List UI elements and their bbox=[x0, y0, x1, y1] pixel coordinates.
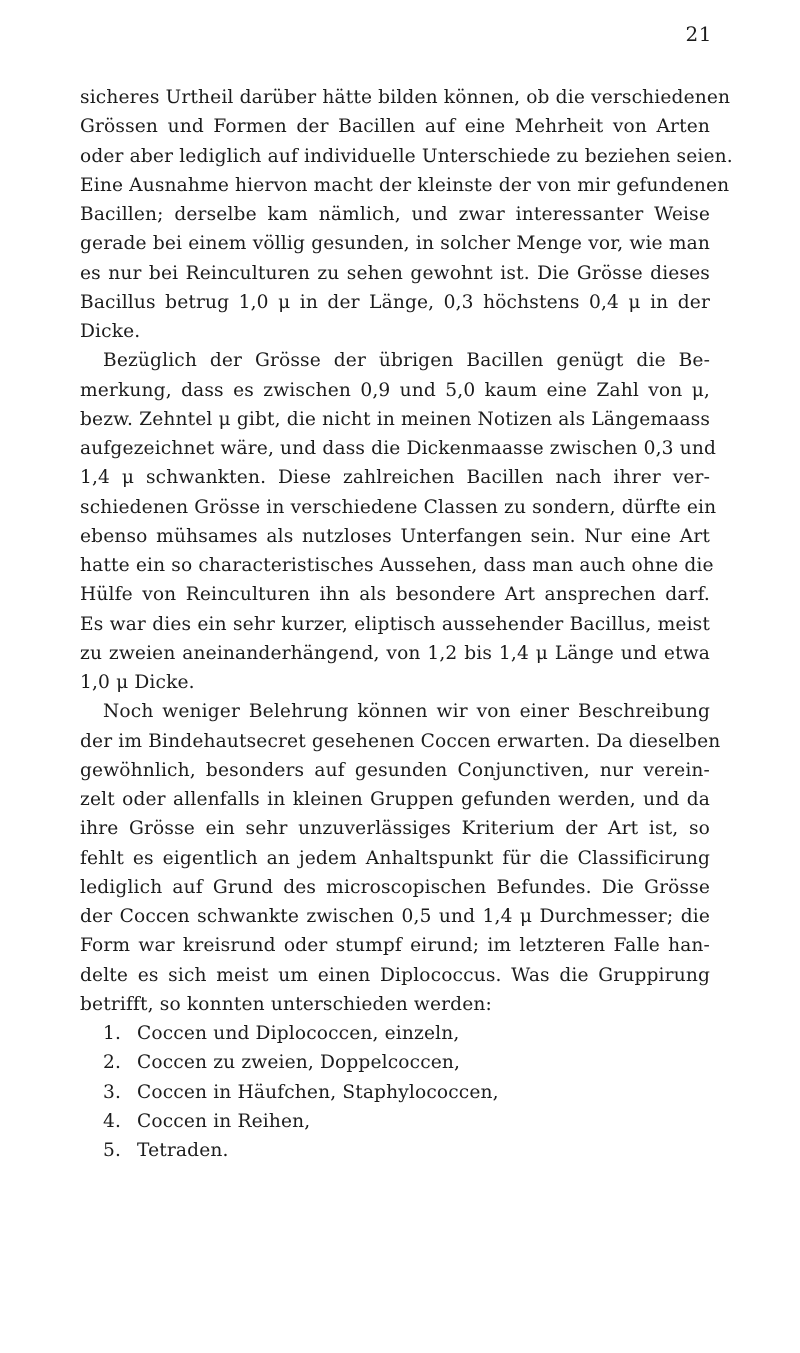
numbered-list bbox=[80, 1019, 710, 1165]
list-item-number: 5. bbox=[103, 1140, 122, 1161]
paragraph bbox=[80, 83, 733, 346]
text-line: ebenso mühsames als nutzloses Unterfangen sein. Nur eine Art bbox=[80, 525, 710, 547]
text-line: gewöhnlich, besonders auf gesunden Conjunctiven, nur verein- bbox=[80, 759, 710, 781]
text-line: Noch weniger Belehrung können wir von einer Beschreibung bbox=[103, 701, 710, 723]
text-line: 1,4 μ schwankten. Diese zahlreichen Bacillen nach ihrer ver- bbox=[80, 467, 710, 489]
text-line: hatte ein so characteristisches Aussehen, dass man auch ohne die bbox=[80, 555, 714, 576]
text-line: Hülfe von Reinculturen ihn als besondere Art ansprechen darf. bbox=[80, 584, 710, 606]
list-item-number: 4. bbox=[103, 1110, 122, 1132]
page-number: 21 bbox=[685, 22, 712, 46]
list-item-text: Coccen in Häufchen, Staphylococcen, bbox=[137, 1081, 499, 1103]
list-item bbox=[80, 1107, 710, 1136]
list-item bbox=[80, 1136, 710, 1165]
paragraph bbox=[80, 697, 721, 1019]
text-line: schiedenen Grösse in verschiedene Classen zu sondern, dürfte ein bbox=[80, 496, 717, 518]
list-item-number: 3. bbox=[103, 1081, 122, 1103]
text-line: 1,0 μ Dicke. bbox=[80, 672, 195, 693]
text-line: Bezüglich der Grösse der übrigen Bacillen genügt die Be- bbox=[103, 350, 710, 372]
text-line: Bacillen; derselbe kam nämlich, und zwar interessanter Weise bbox=[80, 204, 710, 225]
text-line: aufgezeichnet wäre, und dass die Dickenmaasse zwischen 0,3 und bbox=[80, 438, 716, 459]
text-line: der im Bindehautsecret gesehenen Coccen erwarten. Da dieselben bbox=[80, 730, 721, 752]
text-line: sicheres Urtheil darüber hätte bilden können, ob die verschiedenen bbox=[80, 87, 731, 108]
text-line: lediglich auf Grund des microscopischen Befundes. Die Grösse bbox=[80, 876, 710, 898]
text-line: betrifft, so konnten unterschieden werden: bbox=[80, 993, 492, 1015]
text-line: Form war kreisrund oder stumpf eirund; im letzteren Falle han- bbox=[80, 935, 710, 957]
list-item bbox=[80, 1048, 710, 1077]
text-line: Grössen und Formen der Bacillen auf eine Mehrheit von Arten bbox=[80, 116, 710, 138]
text-line: zelt oder allenfalls in kleinen Gruppen gefunden werden, und da bbox=[80, 789, 710, 810]
list-item-text: Coccen zu zweien, Doppelcoccen, bbox=[137, 1052, 461, 1074]
list-item-text: Coccen und Diplococcen, einzeln, bbox=[137, 1023, 460, 1044]
body-text bbox=[80, 83, 733, 1165]
text-line: der Coccen schwankte zwischen 0,5 und 1,4 μ Durchmesser; die bbox=[80, 906, 710, 927]
text-line: gerade bei einem völlig gesunden, in solcher Menge vor, wie man bbox=[80, 233, 710, 255]
list-item-number: 2. bbox=[103, 1052, 122, 1074]
list-item-text: Tetraden. bbox=[137, 1140, 229, 1161]
list-item bbox=[80, 1019, 710, 1048]
text-line: Dicke. bbox=[80, 321, 141, 342]
text-line: Bacillus betrug 1,0 μ in der Länge, 0,3 höchstens 0,4 μ in der bbox=[80, 291, 710, 313]
text-line: merkung, dass es zwischen 0,9 und 5,0 kaum eine Zahl von μ, bbox=[80, 379, 710, 401]
list-item-text: Coccen in Reihen, bbox=[137, 1110, 311, 1132]
paragraph bbox=[80, 346, 717, 697]
text-line: delte es sich meist um einen Diplococcus. Was die Gruppirung bbox=[80, 964, 710, 986]
list-item bbox=[80, 1078, 710, 1107]
text-line: Es war dies ein sehr kurzer, eliptisch aussehender Bacillus, meist bbox=[80, 613, 710, 635]
text-line: zu zweien aneinanderhängend, von 1,2 bis 1,4 μ Länge und etwa bbox=[80, 642, 710, 664]
text-line: es nur bei Reinculturen zu sehen gewohnt ist. Die Grösse dieses bbox=[80, 262, 710, 284]
text-line: bezw. Zehntel μ gibt, die nicht in meinen Notizen als Längemaass bbox=[80, 408, 711, 430]
text-line: oder aber lediglich auf individuelle Unterschiede zu beziehen seien. bbox=[80, 145, 733, 167]
list-item-number: 1. bbox=[103, 1023, 122, 1044]
text-line: fehlt es eigentlich an jedem Anhaltspunkt für die Classificirung bbox=[80, 847, 710, 869]
text-line: ihre Grösse ein sehr unzuverlässiges Kriterium der Art ist, so bbox=[80, 818, 710, 840]
text-line: Eine Ausnahme hiervon macht der kleinste der von mir gefundenen bbox=[80, 174, 730, 196]
